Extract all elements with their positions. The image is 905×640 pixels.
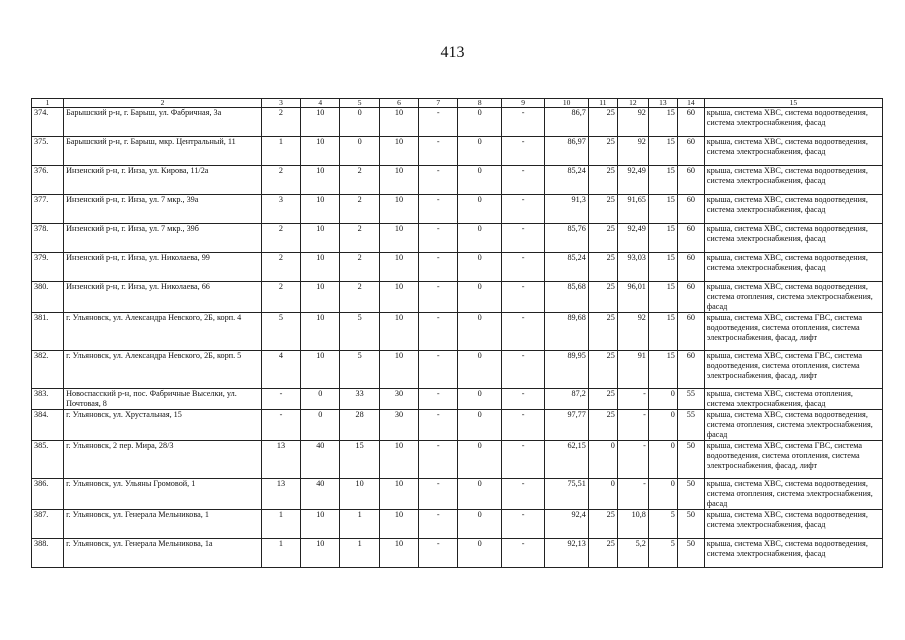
value-cell: 85,24 <box>545 166 588 195</box>
value-cell: 50 <box>677 441 704 479</box>
value-cell: 25 <box>588 282 617 313</box>
value-cell: 0 <box>588 479 617 510</box>
value-cell: 60 <box>677 195 704 224</box>
value-cell: 10 <box>379 351 418 389</box>
value-cell: - <box>419 137 458 166</box>
column-header: 5 <box>340 99 379 108</box>
value-cell: - <box>419 441 458 479</box>
value-cell: 25 <box>588 410 617 441</box>
value-cell: 3 <box>261 195 300 224</box>
value-cell: 1 <box>261 137 300 166</box>
row-number: 375. <box>32 137 64 166</box>
column-header: 1 <box>32 99 64 108</box>
value-cell: - <box>501 166 544 195</box>
value-cell: 60 <box>677 224 704 253</box>
value-cell: 5 <box>340 351 379 389</box>
value-cell: - <box>501 282 544 313</box>
value-cell: - <box>261 389 300 410</box>
value-cell: 92,4 <box>545 510 588 539</box>
value-cell: 33 <box>340 389 379 410</box>
value-cell: 55 <box>677 410 704 441</box>
value-cell: 10 <box>301 282 340 313</box>
value-cell: 2 <box>261 282 300 313</box>
value-cell: 30 <box>379 410 418 441</box>
address-cell: Инзенский р-н, г. Инза, ул. 7 мкр., 39а <box>64 195 262 224</box>
value-cell: 0 <box>458 137 501 166</box>
value-cell: 30 <box>379 389 418 410</box>
value-cell: 25 <box>588 389 617 410</box>
value-cell: 10 <box>379 253 418 282</box>
table-row <box>32 195 883 224</box>
value-cell: - <box>419 253 458 282</box>
column-header: 6 <box>379 99 418 108</box>
value-cell: 0 <box>458 539 501 568</box>
address-cell: Барышский р-н, г. Барыш, мкр. Центральный, 11 <box>64 137 262 166</box>
value-cell: 10 <box>301 539 340 568</box>
value-cell: 62,15 <box>545 441 588 479</box>
value-cell: 1 <box>261 510 300 539</box>
address-cell: Инзенский р-н, г. Инза, ул. Николаева, 66 <box>64 282 262 313</box>
value-cell: 0 <box>458 510 501 539</box>
value-cell: - <box>501 539 544 568</box>
value-cell: 15 <box>648 351 677 389</box>
value-cell: 15 <box>648 137 677 166</box>
value-cell: 85,24 <box>545 253 588 282</box>
works-cell: крыша, система ХВС, система ГВС, система водоотведения, система отопления, система электроснабжения, фасад, лифт <box>704 313 882 351</box>
value-cell: 93,03 <box>617 253 648 282</box>
value-cell: 60 <box>677 108 704 137</box>
column-header: 2 <box>64 99 262 108</box>
value-cell: - <box>501 313 544 351</box>
address-cell: г. Ульяновск, ул. Генерала Мельникова, 1а <box>64 539 262 568</box>
value-cell: 0 <box>458 441 501 479</box>
works-cell: крыша, система ХВС, система водоотведения, система отопления, система электроснабжения, фасад <box>704 282 882 313</box>
value-cell: 25 <box>588 224 617 253</box>
column-header: 3 <box>261 99 300 108</box>
page-number: 413 <box>440 44 465 61</box>
value-cell: 60 <box>677 253 704 282</box>
value-cell: 15 <box>648 253 677 282</box>
value-cell: 25 <box>588 253 617 282</box>
value-cell: 10 <box>301 137 340 166</box>
value-cell: 10 <box>379 137 418 166</box>
table-row <box>32 351 883 389</box>
row-number: 386. <box>32 479 64 510</box>
value-cell: 0 <box>458 253 501 282</box>
value-cell: 97,77 <box>545 410 588 441</box>
value-cell: 50 <box>677 510 704 539</box>
value-cell: 15 <box>648 224 677 253</box>
value-cell: 1 <box>340 539 379 568</box>
value-cell: 10 <box>379 539 418 568</box>
table-row <box>32 313 883 351</box>
address-cell: г. Ульяновск, 2 пер. Мира, 28/3 <box>64 441 262 479</box>
value-cell: 10 <box>379 441 418 479</box>
value-cell: - <box>419 224 458 253</box>
value-cell: 0 <box>340 137 379 166</box>
value-cell: 92 <box>617 313 648 351</box>
works-cell: крыша, система ХВС, система водоотведения, система электроснабжения, фасад <box>704 224 882 253</box>
works-cell: крыша, система ХВС, система водоотведения, система электроснабжения, фасад <box>704 253 882 282</box>
value-cell: 5 <box>340 313 379 351</box>
value-cell: 10 <box>379 313 418 351</box>
value-cell: 25 <box>588 510 617 539</box>
value-cell: 87,2 <box>545 389 588 410</box>
row-number: 377. <box>32 195 64 224</box>
value-cell: - <box>501 195 544 224</box>
value-cell: 86,7 <box>545 108 588 137</box>
column-header: 14 <box>677 99 704 108</box>
value-cell: - <box>501 137 544 166</box>
value-cell: 40 <box>301 479 340 510</box>
value-cell: 92 <box>617 108 648 137</box>
value-cell: 92,49 <box>617 166 648 195</box>
address-cell: Инзенский р-н, г. Инза, ул. Кирова, 11/2а <box>64 166 262 195</box>
value-cell: 89,68 <box>545 313 588 351</box>
value-cell: 0 <box>648 479 677 510</box>
works-cell: крыша, система ХВС, система отопления, система электроснабжения, фасад <box>704 389 882 410</box>
value-cell: 60 <box>677 313 704 351</box>
value-cell: - <box>419 166 458 195</box>
row-number: 388. <box>32 539 64 568</box>
value-cell: 50 <box>677 479 704 510</box>
value-cell: 10 <box>379 108 418 137</box>
table-row <box>32 441 883 479</box>
value-cell: 1 <box>261 539 300 568</box>
value-cell: 2 <box>261 224 300 253</box>
works-cell: крыша, система ХВС, система водоотведения, система электроснабжения, фасад <box>704 195 882 224</box>
value-cell: - <box>261 410 300 441</box>
value-cell: 2 <box>261 166 300 195</box>
value-cell: - <box>501 253 544 282</box>
column-header: 4 <box>301 99 340 108</box>
row-number: 374. <box>32 108 64 137</box>
value-cell: 10 <box>340 479 379 510</box>
value-cell: - <box>501 441 544 479</box>
column-header: 15 <box>704 99 882 108</box>
value-cell: 15 <box>340 441 379 479</box>
value-cell: 5 <box>261 313 300 351</box>
value-cell: 55 <box>677 389 704 410</box>
row-number: 382. <box>32 351 64 389</box>
value-cell: 10 <box>379 282 418 313</box>
value-cell: - <box>419 510 458 539</box>
works-cell: крыша, система ХВС, система водоотведения, система электроснабжения, фасад <box>704 137 882 166</box>
row-number: 381. <box>32 313 64 351</box>
value-cell: 91,65 <box>617 195 648 224</box>
table-row <box>32 166 883 195</box>
value-cell: - <box>501 351 544 389</box>
row-number: 376. <box>32 166 64 195</box>
value-cell: 10 <box>379 166 418 195</box>
value-cell: 25 <box>588 195 617 224</box>
value-cell: 0 <box>458 389 501 410</box>
value-cell: 0 <box>458 351 501 389</box>
value-cell: 60 <box>677 282 704 313</box>
value-cell: 0 <box>648 441 677 479</box>
works-cell: крыша, система ХВС, система ГВС, система водоотведения, система отопления, система электроснабжения, фасад, лифт <box>704 351 882 389</box>
value-cell: - <box>501 410 544 441</box>
value-cell: 13 <box>261 479 300 510</box>
column-header: 7 <box>419 99 458 108</box>
value-cell: 5 <box>648 510 677 539</box>
row-number: 385. <box>32 441 64 479</box>
value-cell: - <box>501 108 544 137</box>
value-cell: - <box>419 351 458 389</box>
value-cell: 2 <box>340 282 379 313</box>
address-cell: г. Ульяновск, ул. Александра Невского, 2Б, корп. 4 <box>64 313 262 351</box>
value-cell: - <box>501 224 544 253</box>
address-cell: Новоспасский р-н, пос. Фабричные Выселки, ул. Почтовая, 8 <box>64 389 262 410</box>
value-cell: - <box>419 282 458 313</box>
value-cell: 25 <box>588 137 617 166</box>
value-cell: 0 <box>588 441 617 479</box>
value-cell: 0 <box>458 313 501 351</box>
value-cell: - <box>501 510 544 539</box>
row-number: 378. <box>32 224 64 253</box>
works-cell: крыша, система ХВС, система ГВС, система водоотведения, система отопления, система электроснабжения, фасад, лифт <box>704 441 882 479</box>
value-cell: 1 <box>340 510 379 539</box>
row-number: 383. <box>32 389 64 410</box>
value-cell: 0 <box>458 282 501 313</box>
value-cell: 10 <box>301 166 340 195</box>
column-header: 10 <box>545 99 588 108</box>
value-cell: 10 <box>379 224 418 253</box>
value-cell: 0 <box>648 410 677 441</box>
value-cell: 25 <box>588 313 617 351</box>
value-cell: 10 <box>379 195 418 224</box>
value-cell: 2 <box>261 108 300 137</box>
column-header: 9 <box>501 99 544 108</box>
value-cell: 2 <box>340 253 379 282</box>
value-cell: - <box>617 389 648 410</box>
value-cell: - <box>419 479 458 510</box>
value-cell: 10 <box>301 510 340 539</box>
value-cell: 10 <box>301 108 340 137</box>
value-cell: 0 <box>340 108 379 137</box>
works-cell: крыша, система ХВС, система водоотведения, система электроснабжения, фасад <box>704 510 882 539</box>
value-cell: 10,8 <box>617 510 648 539</box>
row-number: 387. <box>32 510 64 539</box>
value-cell: 10 <box>301 313 340 351</box>
value-cell: 60 <box>677 351 704 389</box>
row-number: 379. <box>32 253 64 282</box>
value-cell: 0 <box>458 195 501 224</box>
value-cell: 85,76 <box>545 224 588 253</box>
value-cell: - <box>617 410 648 441</box>
value-cell: 86,97 <box>545 137 588 166</box>
column-header: 8 <box>458 99 501 108</box>
value-cell: 5 <box>648 539 677 568</box>
address-cell: Инзенский р-н, г. Инза, ул. 7 мкр., 39б <box>64 224 262 253</box>
value-cell: 89,95 <box>545 351 588 389</box>
table-row <box>32 389 883 410</box>
value-cell: 96,01 <box>617 282 648 313</box>
table-row <box>32 510 883 539</box>
works-cell: крыша, система ХВС, система водоотведения, система отопления, система электроснабжения, фасад <box>704 410 882 441</box>
row-number: 380. <box>32 282 64 313</box>
value-cell: 50 <box>677 539 704 568</box>
value-cell: - <box>419 313 458 351</box>
column-header: 12 <box>617 99 648 108</box>
address-cell: г. Ульяновск, ул. Хрустальная, 15 <box>64 410 262 441</box>
value-cell: 25 <box>588 166 617 195</box>
value-cell: 2 <box>340 224 379 253</box>
value-cell: 75,51 <box>545 479 588 510</box>
table-row <box>32 479 883 510</box>
value-cell: 0 <box>648 389 677 410</box>
column-header: 13 <box>648 99 677 108</box>
value-cell: 13 <box>261 441 300 479</box>
works-cell: крыша, система ХВС, система водоотведения, система электроснабжения, фасад <box>704 108 882 137</box>
table-row <box>32 410 883 441</box>
value-cell: 28 <box>340 410 379 441</box>
table-row <box>32 253 883 282</box>
column-header: 11 <box>588 99 617 108</box>
value-cell: 2 <box>340 195 379 224</box>
value-cell: 85,68 <box>545 282 588 313</box>
table-row <box>32 282 883 313</box>
value-cell: 15 <box>648 195 677 224</box>
value-cell: 0 <box>458 479 501 510</box>
value-cell: 0 <box>301 410 340 441</box>
value-cell: 5,2 <box>617 539 648 568</box>
value-cell: - <box>419 108 458 137</box>
address-cell: г. Ульяновск, ул. Генерала Мельникова, 1 <box>64 510 262 539</box>
value-cell: - <box>419 195 458 224</box>
works-cell: крыша, система ХВС, система водоотведения, система электроснабжения, фасад <box>704 539 882 568</box>
value-cell: 25 <box>588 108 617 137</box>
value-cell: 60 <box>677 137 704 166</box>
value-cell: 92,13 <box>545 539 588 568</box>
table-row <box>32 137 883 166</box>
value-cell: 92,49 <box>617 224 648 253</box>
works-cell: крыша, система ХВС, система водоотведения, система электроснабжения, фасад <box>704 166 882 195</box>
value-cell: 10 <box>301 351 340 389</box>
value-cell: 15 <box>648 166 677 195</box>
value-cell: 0 <box>458 224 501 253</box>
value-cell: 91 <box>617 351 648 389</box>
address-cell: г. Ульяновск, ул. Александра Невского, 2Б, корп. 5 <box>64 351 262 389</box>
value-cell: - <box>419 389 458 410</box>
value-cell: 10 <box>379 479 418 510</box>
value-cell: 15 <box>648 313 677 351</box>
value-cell: 25 <box>588 351 617 389</box>
address-cell: г. Ульяновск, ул. Ульяны Громовой, 1 <box>64 479 262 510</box>
address-cell: Барышский р-н, г. Барыш, ул. Фабричная, 3а <box>64 108 262 137</box>
value-cell: 0 <box>458 166 501 195</box>
value-cell: - <box>501 479 544 510</box>
table-row <box>32 224 883 253</box>
value-cell: 2 <box>261 253 300 282</box>
header-row <box>32 99 883 108</box>
value-cell: 15 <box>648 108 677 137</box>
row-number: 384. <box>32 410 64 441</box>
value-cell: 25 <box>588 539 617 568</box>
value-cell: 2 <box>340 166 379 195</box>
value-cell: - <box>501 389 544 410</box>
value-cell: - <box>419 410 458 441</box>
value-cell: 0 <box>301 389 340 410</box>
value-cell: 60 <box>677 166 704 195</box>
address-cell: Инзенский р-н, г. Инза, ул. Николаева, 99 <box>64 253 262 282</box>
value-cell: 10 <box>301 253 340 282</box>
value-cell: 0 <box>458 410 501 441</box>
value-cell: 15 <box>648 282 677 313</box>
value-cell: - <box>617 441 648 479</box>
value-cell: 0 <box>458 108 501 137</box>
value-cell: 10 <box>301 195 340 224</box>
value-cell: 10 <box>379 510 418 539</box>
housing-table <box>31 98 883 568</box>
value-cell: - <box>617 479 648 510</box>
value-cell: 10 <box>301 224 340 253</box>
value-cell: 92 <box>617 137 648 166</box>
value-cell: 4 <box>261 351 300 389</box>
value-cell: 91,3 <box>545 195 588 224</box>
table-row <box>32 108 883 137</box>
table-row <box>32 539 883 568</box>
works-cell: крыша, система ХВС, система водоотведения, система отопления, система электроснабжения, фасад <box>704 479 882 510</box>
value-cell: - <box>419 539 458 568</box>
value-cell: 40 <box>301 441 340 479</box>
